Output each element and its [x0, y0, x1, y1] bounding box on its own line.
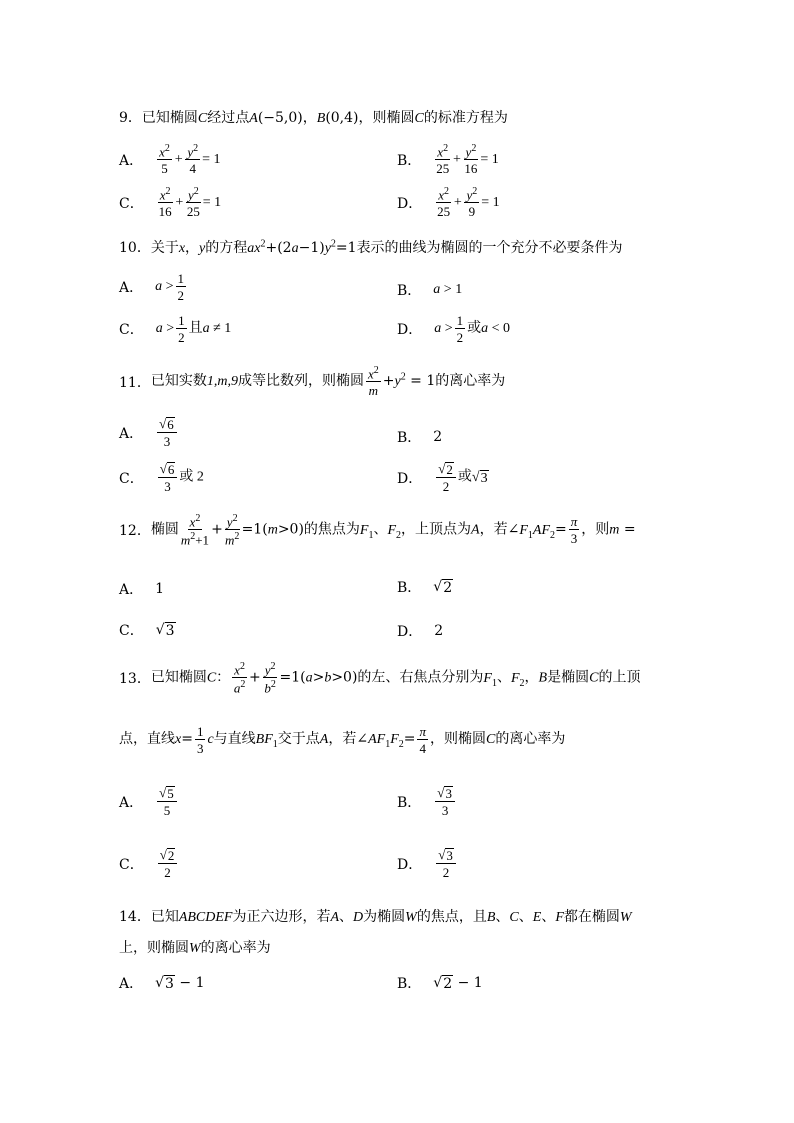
- option-10c[interactable]: [119, 314, 231, 344]
- option-label: B．: [397, 283, 422, 299]
- option-math: a > $\frac{1}{2}$ 且a ≠ 1: [155, 313, 232, 345]
- option-10d[interactable]: [397, 314, 510, 344]
- option-11a[interactable]: [119, 417, 179, 448]
- option-12a[interactable]: [119, 579, 164, 599]
- question-text: 上，则椭圆W的离心率为: [119, 940, 271, 956]
- option-14a[interactable]: [119, 973, 205, 993]
- option-label: A．: [119, 425, 144, 442]
- option-9c[interactable]: [119, 187, 221, 218]
- option-math: √ 2 − 1: [433, 974, 483, 992]
- option-9a[interactable]: [119, 144, 221, 175]
- option-math: √ 3 − 1: [155, 974, 205, 992]
- question-text: 已知椭圆C经过点A(−5,0)，B(0,4)，则椭圆C的标准方程为: [141, 110, 508, 126]
- option-10a[interactable]: [119, 272, 188, 302]
- option-math: √ 2 2: [156, 848, 180, 879]
- question-10: [119, 237, 623, 257]
- question-number: 13．: [119, 671, 151, 688]
- question-14: [119, 906, 632, 926]
- option-11d[interactable]: [397, 462, 489, 493]
- question-number: 9．: [119, 110, 142, 126]
- option-12c[interactable]: [119, 620, 176, 640]
- option-label: B．: [397, 976, 422, 992]
- question-number: 10．: [119, 240, 151, 256]
- option-13a[interactable]: [119, 786, 179, 817]
- option-math: a > $\frac{1}{2}$: [155, 271, 185, 303]
- option-math: $\frac{x^2}{25}$ + $\frac{y^2}{16}$ = 1: [436, 143, 499, 177]
- question-text: 点，直线x= $\frac{1}{3}$ c与直线$BF_1$交于点A，若$\angle AF_1F_2=$ $\frac{\pi}{4}$ ，则椭圆C的离心率为: [119, 724, 566, 756]
- question-11: [119, 366, 505, 397]
- option-12d[interactable]: [397, 621, 443, 641]
- option-13b[interactable]: [397, 786, 457, 817]
- option-math: 2: [433, 429, 443, 445]
- question-text: 椭圆 $\frac{x^2}{m^2+1}$ + $\frac{y^2}{m^2}$ =1(m>0)的焦点为$F_1$、$F_2$，上顶点为A，若$\angle F_1AF_2=$ $\frac{\pi}{3}$ ，则m =: [150, 513, 636, 548]
- option-label: C．: [119, 470, 144, 487]
- question-13: [119, 662, 640, 695]
- option-math: a > 1: [433, 282, 463, 297]
- option-14b[interactable]: [397, 973, 483, 993]
- question-text: 已知ABCDEF为正六边形，若A、D为椭圆W的焦点，且B、C、E、F都在椭圆W: [150, 909, 632, 925]
- option-math: √ 2: [433, 578, 453, 596]
- option-label: D．: [397, 322, 423, 338]
- option-math: $\frac{x^2}{25}$ + $\frac{y^2}{9}$ = 1: [437, 186, 500, 220]
- option-label: C．: [119, 322, 144, 338]
- option-label: B．: [397, 152, 422, 169]
- option-label: D．: [397, 624, 423, 640]
- option-label: B．: [397, 430, 422, 446]
- option-math: a > $\frac{1}{2}$ 或a < 0: [434, 313, 511, 345]
- option-label: A．: [119, 794, 144, 811]
- option-math: √ 6 3 或 2: [159, 461, 204, 494]
- option-math: $\frac{x^2}{5}$ + $\frac{y^2}{4}$ = 1: [159, 143, 221, 177]
- option-label: B．: [397, 794, 422, 811]
- option-label: C．: [119, 623, 144, 639]
- question-number: 14．: [119, 909, 151, 925]
- option-math: 2: [434, 623, 444, 639]
- option-math: √ 3: [155, 621, 175, 639]
- question-12: [119, 514, 636, 547]
- option-math: √ 2 2 或 √ 3: [438, 461, 488, 494]
- question-text: 已知椭圆C： $\frac{x^2}{a^2}$ + $\frac{y^2}{b^2}$ =1(a>b>0)的左、右焦点分别为$F_1$、$F_2$，B是椭圆C的上顶: [150, 661, 641, 696]
- question-text: 已知实数1,m,9成等比数列，则椭圆 $\frac{x^2}{m}$ $+y^2 = 1$的离心率为: [150, 365, 506, 399]
- option-label: C．: [119, 195, 144, 212]
- option-math: √ 6 3: [155, 417, 179, 448]
- question-13-line2: [119, 725, 565, 755]
- option-label: A．: [119, 152, 144, 169]
- option-12b[interactable]: [397, 577, 453, 597]
- question-9: [119, 107, 508, 127]
- option-math: √ 3 2: [434, 848, 458, 879]
- option-label: D．: [397, 856, 423, 873]
- question-number: 11．: [119, 374, 151, 391]
- option-math: 1: [155, 581, 165, 597]
- option-13c[interactable]: [119, 848, 179, 879]
- option-math: √ 5 5: [155, 786, 179, 817]
- option-math: √ 3 3: [433, 786, 457, 817]
- option-label: A．: [119, 280, 144, 296]
- question-text: 关于x，y的方程$ax^2+(2a-1)y^2=1$表示的曲线为椭圆的一个充分不必要条件为: [150, 238, 623, 256]
- question-14-line2: [119, 937, 271, 957]
- option-label: D．: [397, 195, 423, 212]
- option-9d[interactable]: [397, 187, 500, 218]
- option-11b[interactable]: [397, 427, 442, 447]
- option-9b[interactable]: [397, 144, 499, 175]
- option-label: C．: [119, 856, 144, 873]
- option-label: A．: [119, 582, 144, 598]
- option-label: B．: [397, 580, 422, 596]
- question-number: 12．: [119, 523, 151, 540]
- option-math: $\frac{x^2}{16}$ + $\frac{y^2}{25}$ = 1: [158, 186, 222, 220]
- option-11c[interactable]: [119, 462, 204, 493]
- option-10b[interactable]: [397, 280, 462, 300]
- option-13d[interactable]: [397, 848, 458, 879]
- option-label: D．: [397, 470, 423, 487]
- option-label: A．: [119, 976, 144, 992]
